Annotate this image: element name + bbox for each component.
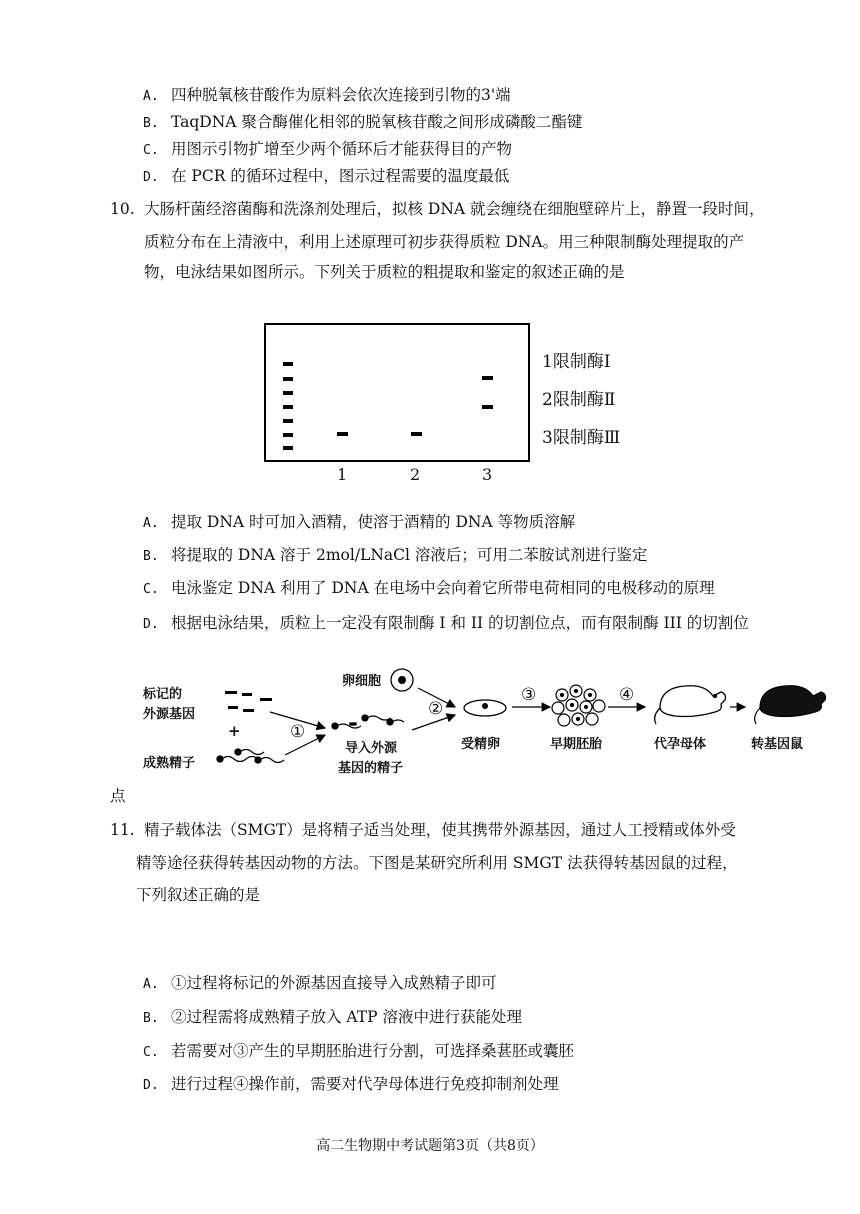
early-embryo-icon <box>552 685 605 726</box>
q9-option-d: D. 在 PCR 的循环过程中，图示过程需要的温度最低 <box>143 167 510 185</box>
label-step-4: ④ <box>619 685 635 705</box>
label-plus: + <box>228 722 241 740</box>
transgenic-mouse-icon <box>755 686 826 724</box>
label-step-3: ③ <box>521 685 537 705</box>
q10-stem-line2: 质粒分布在上清液中，利用上述原理可初步获得质粒 DNA。用三种限制酶处理提取的产 <box>144 233 745 251</box>
q11-option-a: A. ①过程将标记的外源基因直接导入成熟精子即可 <box>143 974 497 992</box>
gel-band <box>283 377 293 381</box>
label-surrogate-mother: 代孕母体 <box>654 737 707 752</box>
gel-band <box>283 391 293 395</box>
q11-stem-line3: 下列叙述正确的是 <box>136 886 261 904</box>
gel-band <box>482 405 493 409</box>
q10-option-d-tail: 点 <box>110 787 126 805</box>
gel-band <box>283 405 293 409</box>
gel-band <box>283 419 293 423</box>
label-sperm-with-gene-2: 基因的精子 <box>338 761 404 776</box>
q9-option-b: B. TaqDNA 聚合酶催化相邻的脱氧核苷酸之间形成磷酸二酯键 <box>143 113 583 131</box>
q10-stem-line1: 10. 大肠杆菌经溶菌酶和洗涤剂处理后，拟核 DNA 就会缠绕在细胞壁碎片上，静置一段时间， <box>110 200 765 218</box>
q10-option-b: B. 将提取的 DNA 溶于 2mol/LNaCl 溶液后；可用二苯胺试剂进行鉴定 <box>143 546 648 564</box>
q11-stem-line1: 11. 精子载体法（SMGT）是将精子适当处理，使其携带外源基因，通过人工授精或体外受 <box>110 821 736 839</box>
q11-option-c: C. 若需要对③产生的早期胚胎进行分割，可选择桑葚胚或囊胚 <box>143 1042 575 1060</box>
q11-option-b: B. ②过程需将成熟精子放入 ATP 溶液中进行获能处理 <box>143 1008 522 1026</box>
lane-label-3: 3 <box>482 465 493 484</box>
q9-option-a: A. 四种脱氧核苷酸作为原料会依次连接到引物的3'端 <box>143 86 511 104</box>
legend-enzyme-2: 2限制酶Ⅱ <box>542 390 616 410</box>
foreign-gene-fragments <box>225 691 272 712</box>
gel-band <box>283 433 293 437</box>
lane-label-1: 1 <box>337 465 348 484</box>
gel-band <box>482 376 493 380</box>
q10-stem-line3: 物，电泳结果如图所示。下列关于质粒的粗提取和鉴定的叙述正确的是 <box>144 263 625 281</box>
q10-option-a: A. 提取 DNA 时可加入酒精，使溶于酒精的 DNA 等物质溶解 <box>143 513 576 531</box>
q10-option-d: D. 根据电泳结果，质粒上一定没有限制酶 I 和 II 的切割位点，而有限制酶 III 的切割位 <box>143 614 749 632</box>
label-egg-cell: 卵细胞 <box>342 674 382 689</box>
gel-band <box>411 432 422 436</box>
fertilized-egg-icon <box>464 700 506 716</box>
smgt-process-diagram <box>130 660 830 780</box>
label-early-embryo: 早期胚胎 <box>550 737 603 752</box>
label-step-1: ① <box>290 722 306 742</box>
lane-label-2: 2 <box>410 465 421 484</box>
label-mature-sperm: 成熟精子 <box>143 756 196 771</box>
label-sperm-with-gene: 导入外源 <box>345 741 398 756</box>
surrogate-mouse-icon <box>655 686 726 724</box>
label-labeled-gene: 标记的 <box>143 687 183 702</box>
label-transgenic-mouse: 转基因鼠 <box>751 737 804 752</box>
q11-option-d: D. 进行过程④操作前，需要对代孕母体进行免疫抑制剂处理 <box>143 1075 559 1093</box>
sperm-with-gene-icon <box>332 715 404 729</box>
q11-stem-line2: 精等途径获得转基因动物的方法。下图是某研究所利用 SMGT 法获得转基因鼠的过程， <box>136 854 738 872</box>
mature-sperm-icon <box>217 749 284 763</box>
gel-band <box>283 362 293 366</box>
page-footer: 高二生物期中考试题第3页（共8页） <box>316 1138 544 1154</box>
gel-band <box>283 446 293 450</box>
egg-cell-icon <box>391 669 413 691</box>
label-step-2: ② <box>428 699 444 719</box>
label-fertilized-egg: 受精卵 <box>461 737 501 752</box>
gel-electrophoresis-box <box>264 323 530 462</box>
q10-option-c: C. 电泳鉴定 DNA 利用了 DNA 在电场中会向着它所带电荷相同的电极移动的原理 <box>143 579 715 597</box>
gel-band <box>337 432 348 436</box>
q9-option-c: C. 用图示引物扩增至少两个循环后才能获得目的产物 <box>143 140 513 158</box>
legend-enzyme-1: 1限制酶Ⅰ <box>542 352 611 372</box>
label-labeled-gene-2: 外源基因 <box>143 707 196 722</box>
legend-enzyme-3: 3限制酶Ⅲ <box>542 428 621 448</box>
